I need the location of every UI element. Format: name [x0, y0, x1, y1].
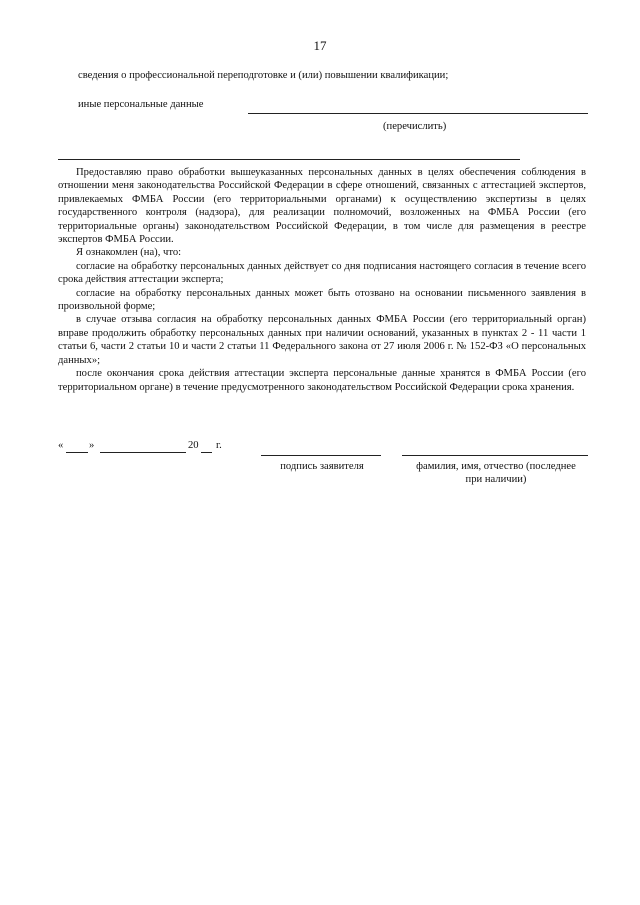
- date-year-suffix: г.: [216, 440, 222, 451]
- full-name-caption-line1: фамилия, имя, отчество (последнее: [416, 461, 576, 472]
- date-year-blank: [201, 452, 212, 453]
- paragraph-consent: Предоставляю право обработки вышеуказанных персональных данных в целях обеспечения соблюдения в отношении меня законодательства Российской Федерации в сфере отношений, связанных с аттестацией экспертов, привлекаемых ФМБА России (его территориальными органами) к осуществлению экспертизы в целях государственного контроля (надзора), для реализации полномочий, возложенных на ФМБА России (его территориальные органы) законодательством Российской Федерации, в том числе для размещения в реестре экспертов ФМБА России.: [58, 167, 586, 246]
- other-data-label: иные персональные данные: [78, 99, 204, 110]
- signature-underline: [261, 455, 381, 456]
- date-close-quote: »: [89, 440, 95, 451]
- page-number: 17: [313, 38, 327, 53]
- date-open-quote: «: [58, 440, 64, 451]
- applicant-signature-caption: подпись заявителя: [280, 461, 364, 472]
- qualification-line: сведения о профессиональной переподготовке и (или) повышении квалификации;: [78, 70, 449, 81]
- other-data-underline: [248, 113, 588, 114]
- continuation-underline: [58, 159, 520, 160]
- enumerate-hint: (перечислить): [383, 121, 447, 132]
- paragraph-storage: после окончания срока действия аттестации эксперта персональные данные хранятся в ФМБА России (его территориальном органе) в течение предусмотренного законодательством Российской Федерации срока хранения.: [58, 368, 586, 393]
- date-month-blank: [100, 452, 186, 453]
- paragraph-revocation: согласие на обработку персональных данных может быть отозвано на основании письменного заявления в произвольной форме;: [58, 287, 586, 313]
- full-name-caption-line2: при наличии): [465, 474, 527, 485]
- consent-body: [58, 166, 586, 394]
- paragraph-acknowledged: Я ознакомлен (на), что:: [76, 247, 182, 259]
- full-name-underline: [402, 455, 588, 456]
- date-year-prefix: 20: [188, 440, 199, 451]
- paragraph-withdrawal: в случае отзыва согласия на обработку персональных данных ФМБА России (его территориальный орган) вправе продолжить обработку персональных данных при наличии оснований, указанных в пунктах 2 - 11 части 1 статьи 6, части 2 статьи 10 и части 2 статьи 11 Федерального закона от 27 июля 2006 г. № 152-ФЗ «О персональных данных»;: [58, 314, 586, 366]
- date-day-blank: [66, 452, 88, 453]
- paragraph-validity: согласие на обработку персональных данных действует со дня подписания настоящего согласия в течение всего срока действия аттестации эксперта;: [58, 260, 586, 286]
